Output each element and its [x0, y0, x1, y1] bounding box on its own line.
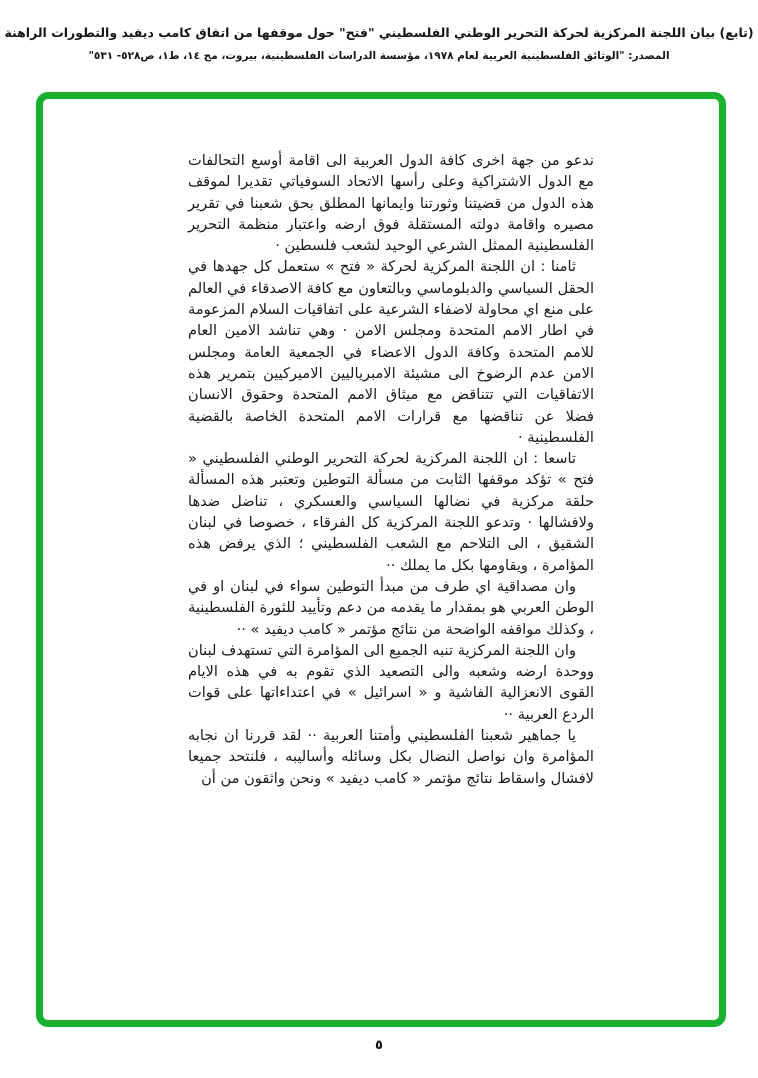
- paragraph-warning: وان اللجنة المركزية تنبه الجميع الى المؤامرة التي تستهدف لبنان ووحدة ارضه وشعبه والى التصعيد الذي تقوم به في هذه الايام القوى الانعزالية الفاشية و « اسرائيل » في اعتداءاتها على قوات الردع العربية ··: [188, 641, 594, 723]
- paragraph-thamenan: ثامنا : ان اللجنة المركزية لحركة « فتح » ستعمل كل جهدها في الحقل السياسي والدبلوماسي وبالتعاون مع كافة الاصدقاء في العالم على منع اي محاولة لاضفاء الشرعية على اتفاقيات السلام المزعومة في اطار الامم المتحدة ومجلس الامن · وهي تناشد الامين العام للامم المتحدة وكافة الدول الاعضاء في الجمعية العامة ومجلس الامن عدم الرضوخ الى مشيئة الامبرياليين الاميركيين بتمرير هذه الاتفاقيات التي تتناقض مع ميثاق الامم المتحدة وحقوق الانسان فضلا عن تناقضها مع قرارات الامم المتحدة الخاصة بالقضية الفلسطينية ·: [188, 258, 594, 446]
- page-number: ٥: [375, 1038, 383, 1053]
- paragraph-tasean: تاسعا : ان اللجنة المركزية لحركة التحرير الوطني الفلسطيني « فتح » تؤكد موقفها الثابت من مسألة التوطين وتعتبر هذه المسألة حلقة مركزية في نضالها السياسي والعسكري ، تناضل ضدها ولافشالها · وتدعو اللجنة المركزية كل الفرقاء ، خصوصا في لبنان الشقيق ، الى التلاحم مع الشعب الفلسطيني ؛ الذي يرفض هذه المؤامرة ، ويقاومها بكل ما يملك ··: [188, 450, 594, 574]
- document-header: [0, 25, 758, 62]
- paragraph-continuation: ندعو من جهة اخرى كافة الدول العربية الى اقامة أوسع التحالفات مع الدول الاشتراكية وعلى رأسها الاتحاد السوفياتي تقديرا لموقف هذه الدول من قضيتنا وثورتنا وايمانها المطلق بحق شعبنا في تقرير مصيره واقامة دولته المستقلة فوق ارضه واعتبار منظمة التحرير الفلسطينية الممثل الشرعي الوحيد لشعب فلسطين ·: [188, 152, 594, 255]
- paragraph-credibility: وان مصداقية اي طرف من مبدأ التوطين سواء في لبنان او في الوطن العربي هو بمقدار ما يقدمه من دعم وتأييد للثورة الفلسطينية ، وكذلك مواقفه الواضحة من نتائج مؤتمر « كامب ديفيد » ··: [188, 577, 594, 638]
- document-body: [188, 150, 594, 789]
- paragraph-call-to-masses: يا جماهير شعبنا الفلسطيني وأمتنا العربية ·· لقد قررنا ان نجابه المؤامرة وان نواصل النضال بكل وسائله وأساليبه ، فلنتحد جميعا لافشال واسقاط نتائج مؤتمر « كامب ديفيد » ونحن واثقون من أن: [188, 727, 594, 787]
- header-title: (تابع) بيان اللجنة المركزية لحركة التحرير الوطني الفلسطيني "فتح" حول موقفها من اتفاق كامب ديفيد والتطورات الراهنة: [4, 25, 754, 40]
- header-source-citation: المصدر: "الوثائق الفلسطينية العربية لعام ١٩٧٨، مؤسسة الدراسات الفلسطينية، بيروت، مج ١٤، ط١، ص٥٢٨- ٥٣١": [88, 50, 670, 62]
